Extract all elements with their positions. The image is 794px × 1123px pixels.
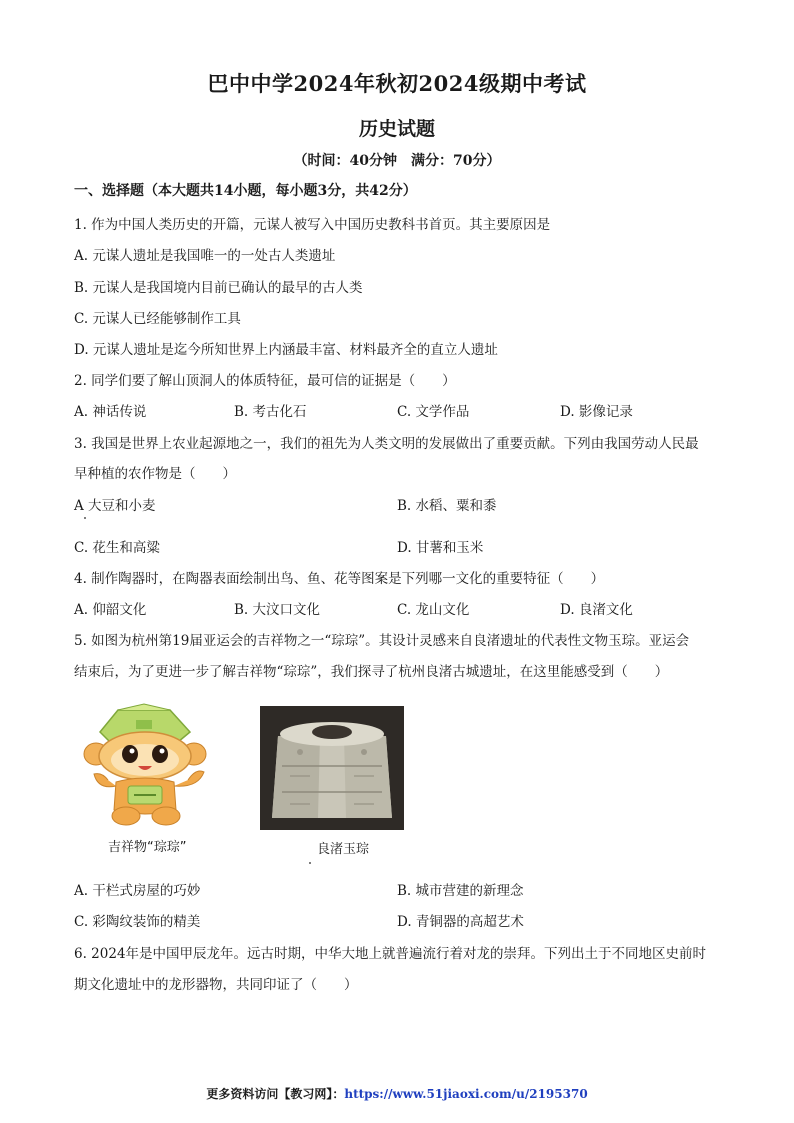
question-5-option-a: A. 干栏式房屋的巧妙: [74, 883, 201, 899]
footer-resource-link: [0, 1085, 794, 1102]
question-2-option-b: B. 考古化石: [234, 404, 307, 420]
question-5-option-c: C. 彩陶纹装饰的精美: [74, 914, 201, 930]
question-2-option-a: A. 神话传说: [74, 404, 147, 420]
question-5-option-d: D. 青铜器的高超艺术: [397, 914, 524, 930]
footer-prefix: 更多资料访问【教习网】：: [206, 1087, 345, 1101]
question-5-stem-line1: 5. 如图为杭州第19届亚运会的吉祥物之一“琮琮”。其设计灵感来自良渚遗址的代表性文物玉琮。亚运会: [74, 633, 690, 649]
question-1-option-d: D. 元谋人遗址是迄今所知世界上内涵最丰富、材料最齐全的直立人遗址: [74, 342, 498, 358]
question-3-option-b: B. 水稻、粟和黍: [397, 498, 497, 514]
exam-meta: （时间：40分钟 满分：70分）: [293, 153, 501, 169]
question-5-option-b: B. 城市营建的新理念: [397, 883, 524, 899]
question-4-option-b: B. 大汶口文化: [234, 602, 321, 618]
footer-url-link[interactable]: https://www.51jiaoxi.com/u/2195370: [344, 1087, 588, 1101]
question-4-option-c: C. 龙山文化: [397, 602, 470, 618]
question-2-option-d: D. 影像记录: [560, 404, 633, 420]
liangzhu-jade-cong-image: [260, 706, 404, 830]
question-4-stem: 4. 制作陶器时，在陶器表面绘制出鸟、鱼、花等图案是下列哪一文化的重要特征（ ）: [74, 571, 605, 587]
question-3-option-d: D. 甘薯和玉米: [397, 540, 484, 556]
question-4-option-a: A. 仰韶文化: [74, 602, 147, 618]
question-1-option-c: C. 元谋人已经能够制作工具: [74, 311, 241, 327]
question-1-option-b: B. 元谋人是我国境内目前已确认的最早的古人类: [74, 280, 363, 296]
question-2-option-c: C. 文学作品: [397, 404, 470, 420]
question-4-option-d: D. 良渚文化: [560, 602, 633, 618]
question-1-option-a: A. 元谋人遗址是我国唯一的一处古人类遗址: [74, 248, 336, 264]
question-3-stem-line2: 早种植的农作物是（ ）: [74, 466, 236, 482]
section-heading: 一、选择题（本大题共14小题，每小题3分，共42分）: [74, 183, 417, 199]
mascot-congcong-image: [78, 702, 218, 827]
question-3-option-c: C. 花生和高粱: [74, 540, 160, 556]
exam-subject: 历史试题: [358, 118, 435, 140]
question-3-stem-line1: 3. 我国是世界上农业起源地之一，我们的祖先为人类文明的发展做出了重要贡献。下列由我国劳动人民最: [74, 436, 699, 452]
stray-dot: [84, 517, 86, 519]
figure-caption-jade-cong: 良渚玉琮: [317, 842, 370, 857]
exam-title: 巴中中学2024年秋初2024级期中考试: [207, 71, 587, 96]
question-1-stem: 1. 作为中国人类历史的开篇，元谋人被写入中国历史教科书首页。其主要原因是: [74, 217, 551, 233]
question-2-stem: 2. 同学们要了解山顶洞人的体质特征，最可信的证据是（ ）: [74, 373, 456, 389]
question-6-stem-line1: 6. 2024年是中国甲辰龙年。远古时期，中华大地上就普遍流行着对龙的崇拜。下列出土于不同地区史前时: [74, 946, 707, 962]
stray-dot: [309, 862, 311, 864]
question-3-option-a: A 大豆和小麦: [74, 498, 156, 514]
question-6-stem-line2: 期文化遗址中的龙形器物，共同印证了（ ）: [74, 977, 358, 993]
question-5-stem-line2: 结束后，为了更进一步了解吉祥物“琮琮”，我们探寻了杭州良渚古城遗址，在这里能感受到（ ）: [74, 664, 669, 680]
figure-caption-mascot: 吉祥物“琮琮”: [108, 840, 187, 855]
